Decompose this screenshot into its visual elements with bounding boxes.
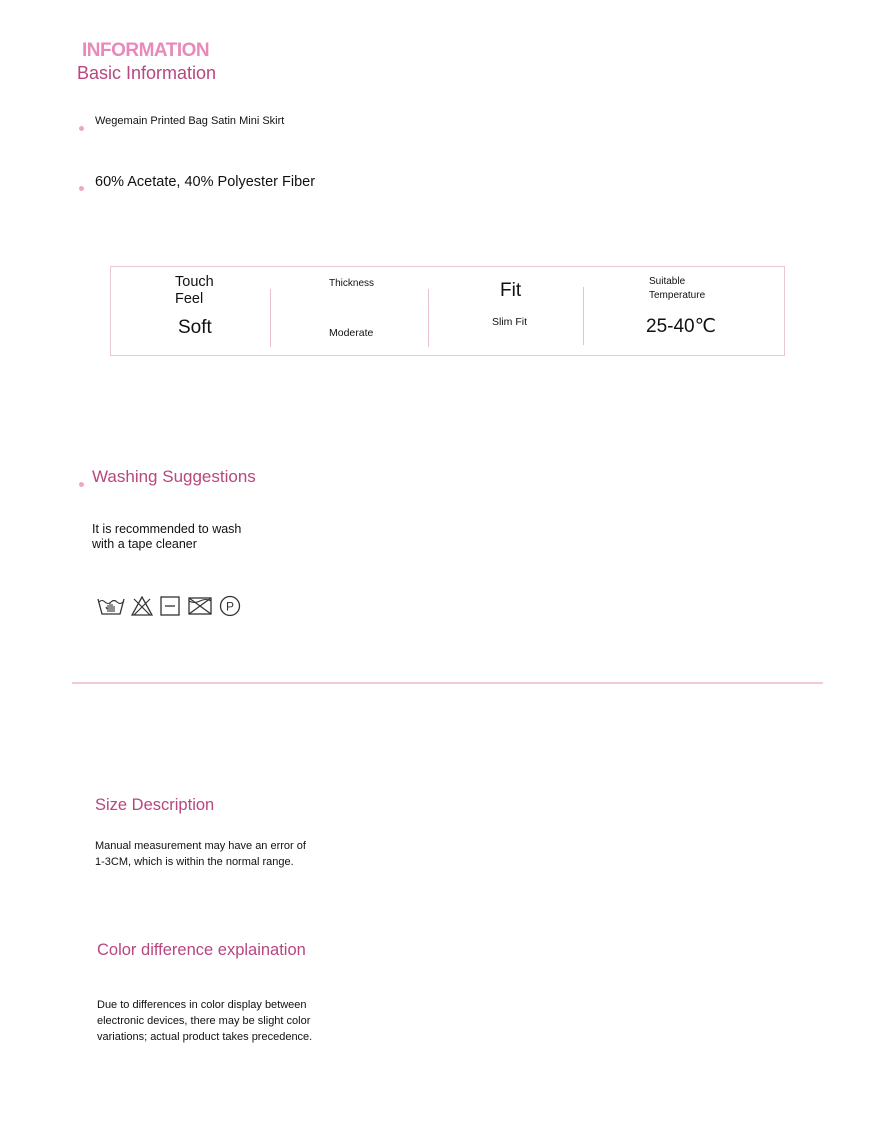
do-not-bleach-icon: [131, 596, 153, 616]
washing-text-line2: with a tape cleaner: [92, 537, 197, 551]
thickness-label: Thickness: [329, 278, 375, 289]
hand-wash-icon: [97, 596, 125, 616]
bullet-dot: [79, 126, 84, 131]
do-not-tumble-dry-icon: [187, 596, 213, 616]
size-title: Size Description: [95, 796, 215, 814]
dry-flat-icon: [159, 596, 181, 616]
section-divider: [72, 682, 823, 684]
temperature-label-line1: Suitable: [649, 276, 686, 287]
color-difference-text-line3: variations; actual product takes precedence.: [97, 1031, 313, 1043]
svg-text:P: P: [225, 599, 235, 614]
column-divider: [583, 287, 584, 345]
temperature-label-line2: Temperature: [649, 290, 706, 301]
size-text: [95, 838, 306, 870]
product-name: Wegemain Printed Bag Satin Mini Skirt: [95, 115, 285, 127]
section-label: INFORMATION: [82, 40, 210, 61]
column-divider: [270, 289, 271, 347]
thickness-value: Moderate: [329, 327, 374, 339]
bullet-dot: [79, 186, 84, 191]
touch-feel-label: [175, 274, 214, 308]
attribute-table: [110, 266, 785, 356]
fit-label: Fit: [500, 280, 522, 301]
color-difference-text: [97, 997, 312, 1045]
bullet-dot: [79, 482, 84, 487]
size-text-line2: 1-3CM, which is within the normal range.: [95, 856, 294, 868]
professional-dry-clean-icon: [219, 595, 241, 617]
column-divider: [428, 289, 429, 347]
fit-value: Slim Fit: [492, 316, 527, 328]
temperature-label: [649, 275, 705, 303]
washing-text-line1: It is recommended to wash: [92, 522, 242, 536]
color-difference-text-line1: Due to differences in color display between: [97, 999, 307, 1011]
washing-title: Washing Suggestions: [92, 467, 256, 486]
care-icons: [97, 595, 241, 617]
temperature-value: 25-40℃: [646, 316, 716, 337]
washing-text: [92, 522, 241, 552]
page-title: Basic Information: [77, 63, 217, 83]
color-difference-title: Color difference explaination: [97, 941, 306, 959]
touch-feel-label-line2: Feel: [175, 291, 204, 307]
size-text-line1: Manual measurement may have an error of: [95, 840, 306, 852]
touch-feel-value: Soft: [178, 317, 212, 338]
material-composition: 60% Acetate, 40% Polyester Fiber: [95, 174, 316, 190]
touch-feel-label-line1: Touch: [175, 274, 214, 290]
color-difference-text-line2: electronic devices, there may be slight color: [97, 1015, 311, 1027]
